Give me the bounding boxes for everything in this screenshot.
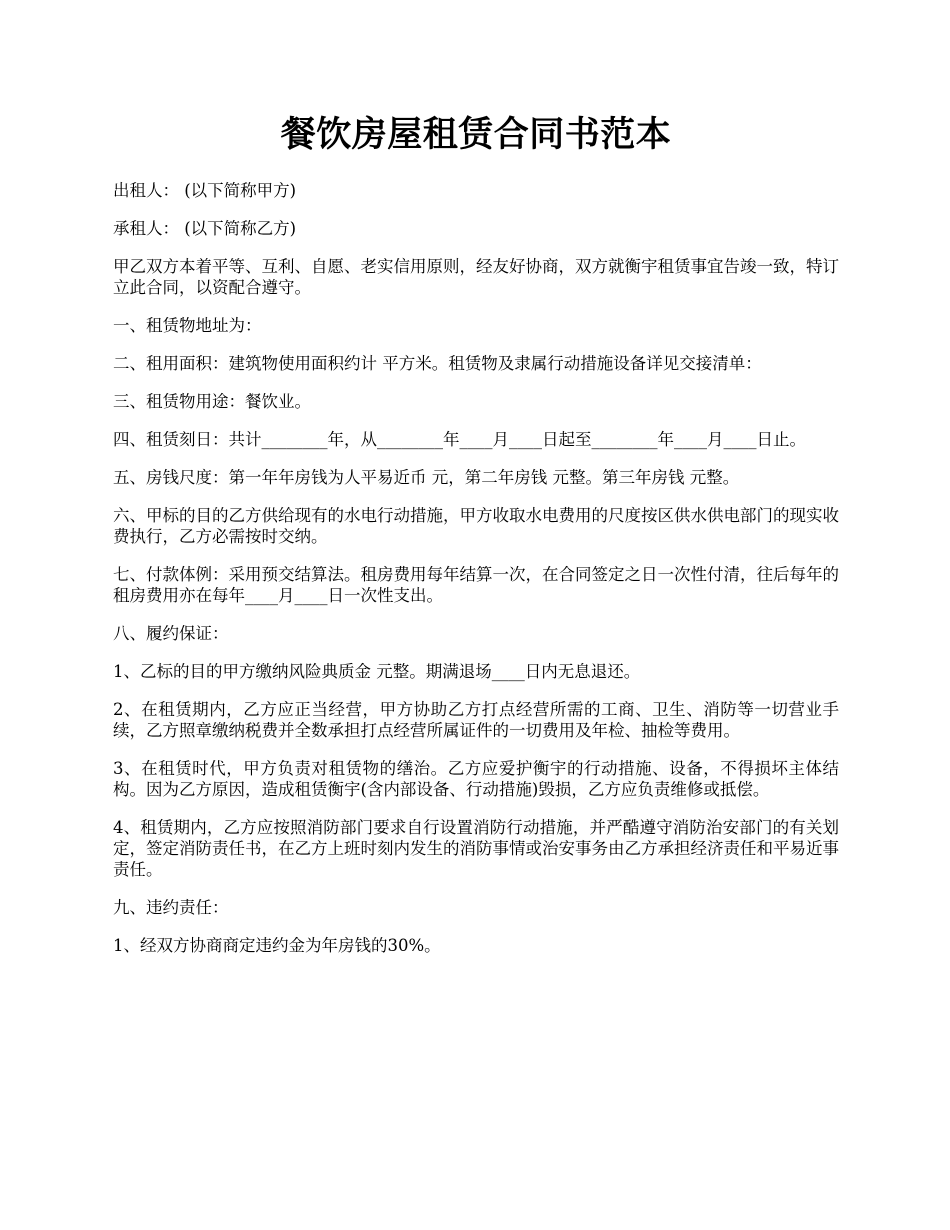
document-title: 餐饮房屋租赁合同书范本 (280, 114, 672, 155)
clause-8-item-4: 4、租赁期内，乙方应按照消防部门要求自行设置消防行动措施，并严酷遵守消防治安部门的有关划定，签定消防责任书，在乙方上班时刻内发生的消防事情或治安事务由乙方承担经济责任和平易近事责任。 (113, 818, 839, 879)
clause-8-item-3: 3、在租赁时代，甲方负责对租赁物的缮治。乙方应爱护衡宇的行动措施、设备，不得损坏主体结构。因为乙方原因，造成租赁衡宇(含内部设备、行动措施)毁损，乙方应负责维修或抵偿。 (113, 759, 839, 799)
clause-5-rent: 五、房钱尺度：第一年年房钱为人平易近币 元，第二年房钱 元整。第三年房钱 元整。 (113, 468, 740, 487)
clause-8-item-1: 1、乙标的目的甲方缴纳风险典质金 元整。期满退场____日内无息退还。 (113, 662, 641, 681)
document-page (113, 112, 839, 973)
clause-9-item-1: 1、经双方协商商定违约金为年房钱的30%。 (113, 936, 441, 955)
clause-3-usage: 三、租赁物用途：餐饮业。 (113, 392, 311, 411)
paragraph-lessee: 承租人： (以下简称乙方) (113, 219, 297, 238)
clause-7-payment: 七、付款体例：采用预交结算法。租房费用每年结算一次，在合同签定之日一次性付清，往后每年的租房费用亦在每年____月____日一次性支出。 (113, 565, 839, 605)
paragraph-preamble: 甲乙双方本着平等、互利、自愿、老实信用原则，经友好协商，双方就衡宇租赁事宜告竣一致，特订立此合同，以资配合遵守。 (113, 257, 839, 297)
clause-9-heading: 九、违约责任： (113, 898, 229, 917)
clause-4-term: 四、租赁刻日：共计________年，从________年____月____日起至________年____月____日止。 (113, 430, 806, 449)
clause-2-area: 二、租用面积：建筑物使用面积约计 平方米。租赁物及隶属行动措施设备详见交接清单： (113, 354, 762, 373)
clause-1-address: 一、租赁物地址为： (113, 316, 262, 335)
clause-8-heading: 八、履约保证： (113, 624, 229, 643)
clause-8-item-2: 2、在租赁期内，乙方应正当经营，甲方协助乙方打点经营所需的工商、卫生、消防等一切营业手续，乙方照章缴纳税费并全数承担打点经营所属证件的一切费用及年检、抽检等费用。 (113, 700, 839, 740)
clause-6-utilities: 六、甲标的目的乙方供给现有的水电行动措施，甲方收取水电费用的尺度按区供水供电部门的现实收费执行，乙方必需按时交纳。 (113, 506, 839, 546)
paragraph-lessor: 出租人： (以下简称甲方) (113, 181, 297, 200)
